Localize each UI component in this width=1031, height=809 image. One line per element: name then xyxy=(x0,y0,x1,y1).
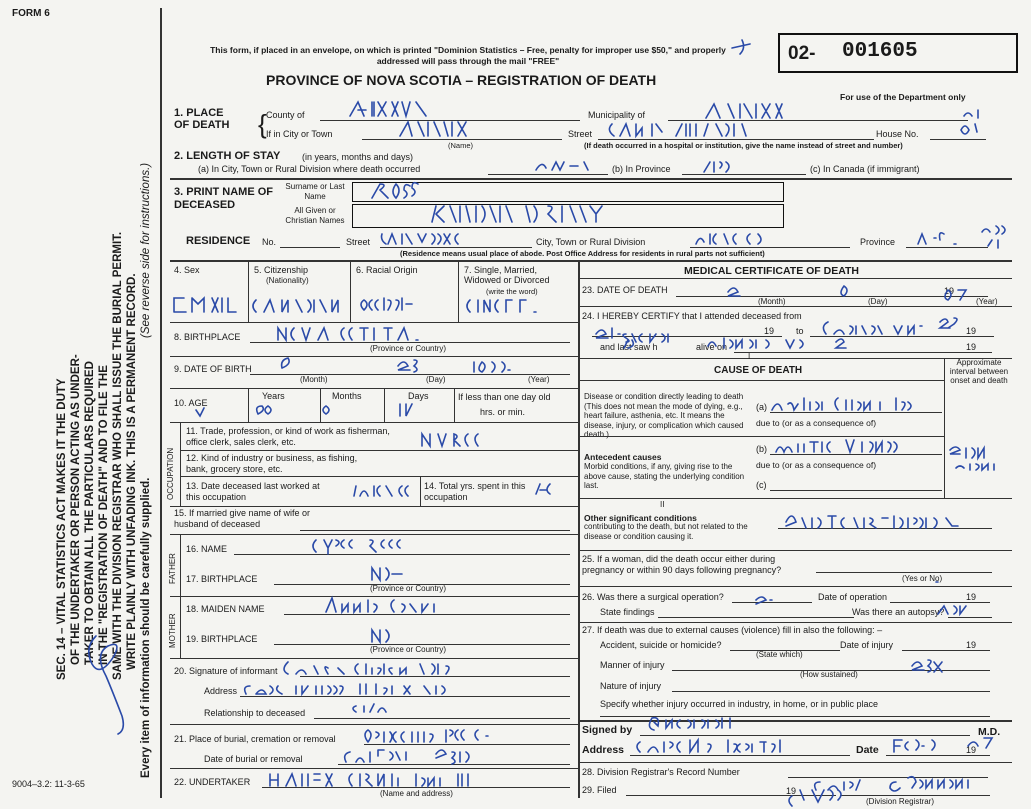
day-hint: (Day) xyxy=(868,297,888,306)
address-label: Address xyxy=(582,744,625,756)
div-registrar-hint: (Division Registrar) xyxy=(866,797,935,806)
municipality-label: Municipality of xyxy=(588,110,646,120)
year-prefix: 19 xyxy=(966,342,977,352)
name-address-hint: (Name and address) xyxy=(380,789,453,798)
prov-country-hint: (Province or Country) xyxy=(370,584,447,593)
cause-b-marker: (b) xyxy=(756,444,767,454)
marital-label: 7. Single, Married, Widowed or Divorced xyxy=(464,265,550,285)
print-code: 9004–3.2: 11-3-65 xyxy=(12,779,85,789)
cause-header: CAUSE OF DEATH xyxy=(714,365,803,376)
sidebar-line: OF THE UNDERTAKER OR PERSON ACTING AS UNDER- xyxy=(70,354,82,665)
sidebar-line: (See reverse side for instructions.) xyxy=(140,162,152,338)
hrs-min-label: hrs. or min. xyxy=(480,407,526,417)
date-last-label: 13. Date deceased last worked at this occupation xyxy=(186,481,320,502)
bracket: { xyxy=(258,109,267,139)
days-label: Days xyxy=(408,391,429,401)
nationality-label: (Nationality) xyxy=(266,276,309,285)
antecedent-label: Antecedent causes xyxy=(584,452,662,462)
date-op-label: Date of operation xyxy=(818,592,888,602)
sex-label: 4. Sex xyxy=(174,265,200,275)
year-prefix: 19 xyxy=(966,745,977,755)
less-than-label: If less than one day old xyxy=(458,392,551,402)
year-prefix: 19 xyxy=(786,786,797,796)
due-to-label: due to (or as a consequence of) xyxy=(756,418,877,428)
date-death-label: 23. DATE OF DEATH xyxy=(582,285,668,295)
res-no-label: No. xyxy=(262,237,277,247)
residence-note: (Residence means usual place of abode. Post Office Address for residents in rural parts not sufficient) xyxy=(400,249,765,258)
autopsy-label: Was there an autopsy? xyxy=(852,607,945,617)
to-label: to xyxy=(796,326,804,336)
dob-label: 9. DATE OF BIRTH xyxy=(174,364,252,374)
write-word-label: (write the word) xyxy=(486,287,538,296)
year-prefix: 19 xyxy=(966,592,977,602)
accident-label: Accident, suicide or homicide? xyxy=(600,640,722,650)
sidebar-line: IN THE "REGISTRATION OF DEATH" AND TO FILE THE xyxy=(98,365,110,665)
sidebar-line: TAKER TO OBTAIN ALL THE PARTICULARS REQUIRED xyxy=(84,361,96,665)
wife-label: 15. If married give name of wife or husband of deceased xyxy=(174,508,311,529)
q25-label: 25. If a woman, did the death occur either during pregnancy or within 90 days following pregnancy? xyxy=(582,554,782,575)
manner-label: Manner of injury xyxy=(600,660,665,670)
birthplace-label: 8. BIRTHPLACE xyxy=(174,332,241,342)
name-hint: (Name) xyxy=(448,141,474,150)
date-label: Date xyxy=(856,744,879,756)
date-injury-label: Date of injury xyxy=(840,640,894,650)
state-findings-label: State findings xyxy=(600,607,655,617)
due-to-label: due to (or as a consequence of) xyxy=(756,460,877,470)
signed-by-label: Signed by xyxy=(582,724,633,736)
mother-label: MOTHER xyxy=(168,613,177,648)
nature-label: Nature of injury xyxy=(600,681,662,691)
year-prefix: 19 xyxy=(944,286,955,296)
stay-c-label: (c) In Canada (if immigrant) xyxy=(810,164,920,174)
address-label: Address xyxy=(204,686,238,696)
how-hint: (How sustained) xyxy=(800,670,858,679)
stay-b-label: (b) In Province xyxy=(612,164,671,174)
form-title: PROVINCE OF NOVA SCOTIA – REGISTRATION OF DEATH xyxy=(266,72,657,88)
last-saw-label: and last saw h xyxy=(600,342,658,352)
months-label: Months xyxy=(332,391,362,401)
res-street-label: Street xyxy=(346,237,371,247)
certify-label: 24. I HEREBY CERTIFY that I attended deceased from xyxy=(582,311,802,321)
sidebar-line: WRITE PLAINLY WITH UNFADING INK. THIS IS A PERMANENT RECORD. xyxy=(126,273,138,670)
burial-label: 21. Place of burial, cremation or removal xyxy=(174,734,336,744)
year-prefix: 19 xyxy=(966,640,977,650)
length-of-stay-label: 2. LENGTH OF STAY xyxy=(174,150,281,162)
res-city-label: City, Town or Rural Division xyxy=(536,237,646,247)
residence-label: RESIDENCE xyxy=(186,235,251,247)
sidebar-line: Every item of information should be carefully supplied. xyxy=(140,477,152,778)
q26-label: 26. Was there a surgical operation? xyxy=(582,592,724,602)
signature-label: 20. Signature of informant xyxy=(174,666,278,676)
sidebar-line: SEC. 14 – VITAL STATISTICS ACT MAKES IT THE DUTY xyxy=(56,378,68,680)
year-prefix: 19 xyxy=(764,326,775,336)
antecedent-desc: Morbid conditions, if any, giving rise to the above cause, stating the underlying condition last. xyxy=(584,462,745,490)
print-name-label: 3. PRINT NAME OF DECEASED xyxy=(174,186,274,211)
month-hint: (Month) xyxy=(758,297,786,306)
other-conditions-label: Other significant conditions xyxy=(584,513,697,523)
cause-a-marker: (a) xyxy=(756,402,767,412)
total-yrs-label: 14. Total yrs. spent in this occupation xyxy=(424,481,526,502)
mail-notice: This form, if placed in an envelope, on which is printed "Dominion Statistics – Free, penalty for improper use $50," and properly addressed will pass through the mail "FREE" xyxy=(210,45,726,66)
year-hint: (Year) xyxy=(528,375,550,384)
year-hint: (Year) xyxy=(976,297,998,306)
industry-label: 12. Kind of industry or business, as fishing, bank, grocery store, etc. xyxy=(186,453,358,474)
house-no-label: House No. xyxy=(876,129,919,139)
citizenship-label: 5. Citizenship xyxy=(254,265,309,275)
approx-interval-label: Approximate interval between onset and death xyxy=(949,358,1009,385)
burial-date-label: Date of burial or removal xyxy=(204,754,303,764)
occupation-label: OCCUPATION xyxy=(166,447,175,500)
stay-a-label: (a) In City, Town or Rural Division where death occurred xyxy=(198,164,421,174)
alive-on-label: alive on xyxy=(696,342,728,352)
mother-birth-label: 19. BIRTHPLACE xyxy=(186,634,258,644)
father-name-label: 16. NAME xyxy=(186,544,228,554)
medical-header: MEDICAL CERTIFICATE OF DEATH xyxy=(684,265,859,277)
county-label: County of xyxy=(266,110,305,120)
prov-country-hint: (Province or Country) xyxy=(370,645,447,654)
length-hint: (in years, months and days) xyxy=(302,152,414,162)
racial-label: 6. Racial Origin xyxy=(356,265,418,275)
specify-label: Specify whether injury occurred in industry, in home, or in public place xyxy=(600,699,878,709)
registration-prefix: 02- xyxy=(788,43,816,64)
q29-label: 29. Filed xyxy=(582,785,617,795)
sidebar-line: SAME WITH THE DIVISION REGISTRAR WHO SHALL ISSUE THE BURIAL PERMIT. xyxy=(112,231,124,680)
father-birth-label: 17. BIRTHPLACE xyxy=(186,574,258,584)
place-of-death-label: 1. PLACE OF DEATH xyxy=(174,107,230,131)
given-label: All Given or Christian Names xyxy=(285,206,345,225)
relationship-label: Relationship to deceased xyxy=(204,708,306,718)
mother-maiden-label: 18. MAIDEN NAME xyxy=(186,604,265,614)
undertaker-label: 22. UNDERTAKER xyxy=(174,777,251,787)
roman-two: II xyxy=(660,500,665,509)
state-which-hint: (State which) xyxy=(756,650,803,659)
dept-use-label: For use of the Department only xyxy=(840,92,966,102)
md-label: M.D. xyxy=(978,726,1001,738)
other-conditions-desc: contributing to the death, but not related to the disease or condition causing it. xyxy=(584,522,748,541)
day-hint: (Day) xyxy=(426,375,446,384)
surname-label: Surname or Last Name xyxy=(285,182,345,201)
age-label: 10. AGE xyxy=(174,398,208,408)
city-label: If in City or Town xyxy=(266,129,333,139)
father-label: FATHER xyxy=(168,553,177,584)
street-label: Street xyxy=(568,129,593,139)
res-province-label: Province xyxy=(860,237,896,247)
years-label: Years xyxy=(262,391,285,401)
q28-label: 28. Division Registrar's Record Number xyxy=(582,767,740,777)
prov-country-hint: (Province or Country) xyxy=(370,344,447,353)
registration-number: 001605 xyxy=(842,40,918,63)
q27-label: 27. If death was due to external causes (violence) fill in also the following: – xyxy=(582,625,883,635)
cause-c-marker: (c) xyxy=(756,480,767,490)
form-number: FORM 6 xyxy=(12,8,50,19)
trade-label: 11. Trade, profession, or kind of work as fisherman, office clerk, sales clerk, etc. xyxy=(186,426,390,447)
month-hint: (Month) xyxy=(300,375,328,384)
hospital-note: (If death occurred in a hospital or institution, give the name instead of street and number) xyxy=(584,141,903,150)
disease-label: Disease or condition directly leading to death (This does not mean the mode of dying, e.g., heart failure, asthenia, etc. It means the disease, injury, or complication which caused death.) xyxy=(584,392,744,439)
yes-no-hint: (Yes or No) xyxy=(902,574,943,583)
roman-one: I xyxy=(748,352,751,361)
year-prefix: 19 xyxy=(966,326,977,336)
